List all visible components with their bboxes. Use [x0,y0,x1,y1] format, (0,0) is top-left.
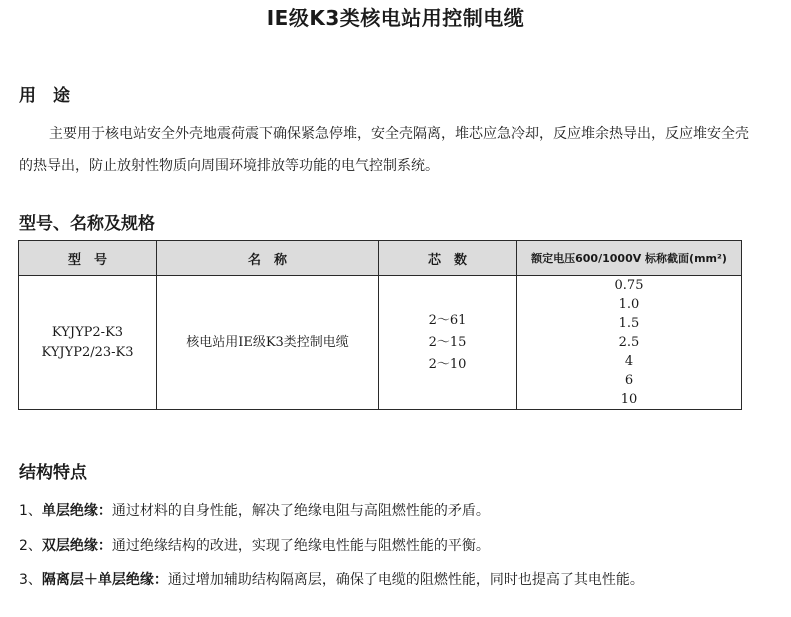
header-name: 名 称 [157,241,379,276]
table-row [19,276,742,410]
cores-item: 2～61 [428,312,467,328]
header-model: 型 号 [19,241,157,276]
cross-section-item: 2.5 [618,335,640,350]
feature-title: 隔离层＋单层绝缘： [41,572,168,588]
cross-section-item: 1.0 [618,297,640,312]
cores-item: 2～10 [428,356,467,372]
feature-number: 2、 [19,538,42,554]
feature-number: 3、 [19,572,42,588]
cell-models [19,276,157,410]
usage-heading: 用 途 [19,86,70,106]
spec-heading: 型号、名称及规格 [19,214,155,234]
model-item: KYJYP2-K3 [51,324,124,340]
page-title: IE级K3类核电站用控制电缆 [266,6,525,30]
table-header-row [19,241,742,276]
feature-item [19,535,490,555]
feature-title: 单层绝缘： [41,503,112,519]
features-heading: 结构特点 [19,463,87,483]
feature-title: 双层绝缘： [41,538,112,554]
usage-text: 主要用于核电站安全外壳地震荷震下确保紧急停堆，安全壳隔离，堆芯应急冷却，反应堆余热导出，反应堆安全壳的热导出，防止放射性物质向周围环境排放等功能的电气控制系统。 [19,126,749,174]
cell-cores [379,276,517,410]
feature-description: 通过材料的自身性能，解决了绝缘电阻与高阻燃性能的矛盾。 [111,503,490,519]
cross-section-item: 4 [624,354,634,369]
spec-table [18,240,742,410]
cell-cross-sections [517,276,742,410]
feature-number: 1、 [19,503,42,519]
cross-section-item: 1.5 [618,316,640,331]
cores-item: 2～15 [428,334,467,350]
model-item: KYJYP2/23-K3 [41,344,134,360]
header-cross-section: 额定电压600/1000V 标称截面(mm²) [517,241,742,276]
header-cores: 芯 数 [379,241,517,276]
feature-description: 通过增加辅助结构隔离层，确保了电缆的阻燃性能，同时也提高了其电性能。 [167,572,644,588]
feature-description: 通过绝缘结构的改进，实现了绝缘电性能与阻燃性能的平衡。 [111,538,490,554]
cross-section-item: 0.75 [614,278,644,293]
cross-section-item: 6 [624,373,634,388]
feature-item [19,569,644,589]
feature-item [19,500,490,520]
cell-name: 核电站用IE级K3类控制电缆 [157,276,379,410]
cross-section-item: 10 [620,392,638,407]
